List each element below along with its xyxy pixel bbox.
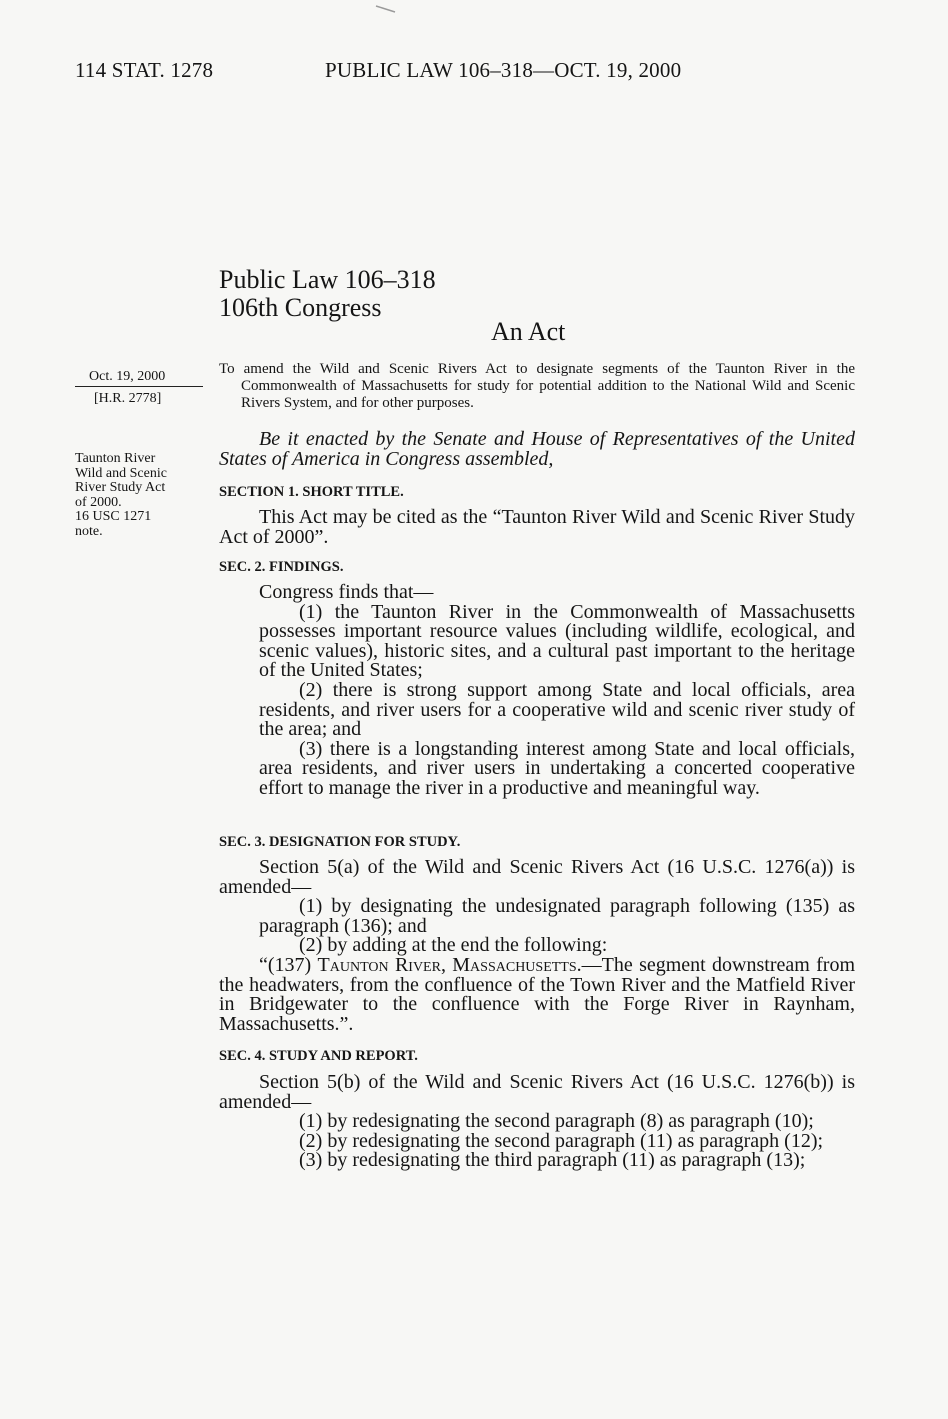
section-1-heading: SECTION 1. SHORT TITLE. <box>219 484 404 500</box>
scan-mark-icon <box>375 4 397 14</box>
margin-short-title <box>75 452 167 539</box>
quoted-designation-number: “(137) <box>259 953 312 976</box>
section-2-intro: Congress finds that— <box>259 581 434 603</box>
margin-line: Taunton River <box>75 451 156 466</box>
section-1-body <box>219 508 855 547</box>
enacting-clause <box>219 430 855 469</box>
margin-line: River Study Act <box>75 480 166 495</box>
margin-date: Oct. 19, 2000 <box>89 369 166 384</box>
margin-divider <box>75 386 203 387</box>
section-3-intro: Section 5(a) of the Wild and Scenic Rivers Act (16 U.S.C. 1276(a)) is amended— <box>219 856 855 898</box>
act-purpose: To amend the Wild and Scenic Rivers Act to designate segments of the Taunton River in the Commonwealth of Massachusetts for study for potential addition to the National Wild and Scenic Rivers System, and for other purposes. <box>219 361 855 411</box>
findings-list <box>219 600 855 799</box>
running-head: PUBLIC LAW 106–318—OCT. 19, 2000 <box>325 58 682 82</box>
an-act-heading: An Act <box>491 317 566 346</box>
section-4-body <box>219 1073 855 1171</box>
finding-item: (2) there is strong support among State and local officials, area residents, and river users for a cooperative wild and scenic river study of the area; and <box>259 678 855 741</box>
section-4-heading: SEC. 4. STUDY AND REPORT. <box>219 1048 418 1064</box>
quoted-designation-caption: Taunton River, Massachusetts. <box>317 953 582 976</box>
margin-line: of 2000. <box>75 494 122 510</box>
margin-bill-number: [H.R. 2778] <box>94 391 162 406</box>
page-citation: 114 STAT. 1278 <box>75 58 214 82</box>
section-4-intro: Section 5(b) of the Wild and Scenic Rivers Act (16 U.S.C. 1276(b)) is amended— <box>219 1071 855 1113</box>
finding-item: (3) there is a longstanding interest among State and local officials, area residents, and river users in undertaking a concerted cooperative effort to manage the river in a productive and meaningful way. <box>259 737 855 799</box>
law-number: Public Law 106–318 <box>219 265 436 294</box>
margin-line: Wild and Scenic <box>75 465 167 481</box>
quoted-designation-text: —The segment downstream from the headwaters, from the confluence of the Town River and the Matfield River in Bridgewater to the confluence with the Forge River in Raynham, Massachusetts.”. <box>219 953 856 1035</box>
section-1-text: This Act may be cited as the “Taunton River Wild and Scenic River Study Act of 2000”. <box>219 506 855 548</box>
section-3-body <box>219 858 855 1034</box>
section-2-heading: SEC. 2. FINDINGS. <box>219 559 344 575</box>
enacting-clause-text: Be it enacted by the Senate and House of Representatives of the United States of America in Congress assembled, <box>219 428 855 470</box>
congress-number: 106th Congress <box>219 293 382 322</box>
redesignation-item: (2) by redesignating the second paragraph (11) as paragraph (12); <box>299 1129 824 1152</box>
quoted-designation <box>219 953 856 1035</box>
amendments-list <box>219 897 855 956</box>
section-2-body <box>219 583 855 799</box>
finding-item: (1) the Taunton River in the Commonwealth of Massachusetts possesses important resource values (including wildlife, ecological, and scenic values), historic sites, and a cultural past important to the heritage of the United States; <box>259 600 855 682</box>
margin-line: note. <box>75 523 103 539</box>
amendment-item: (2) by adding at the end the following: <box>299 934 608 957</box>
redesignation-item: (1) by redesignating the second paragraph (8) as paragraph (10); <box>299 1110 814 1133</box>
section-3-heading: SEC. 3. DESIGNATION FOR STUDY. <box>219 834 461 850</box>
redesignation-item: (3) by redesignating the third paragraph (11) as paragraph (13); <box>299 1149 806 1172</box>
redesignations-list <box>219 1112 855 1171</box>
law-title-block <box>219 266 436 322</box>
amendment-item: (1) by designating the undesignated paragraph following (135) as paragraph (136); and <box>259 895 855 937</box>
margin-line: 16 USC 1271 <box>75 509 152 524</box>
